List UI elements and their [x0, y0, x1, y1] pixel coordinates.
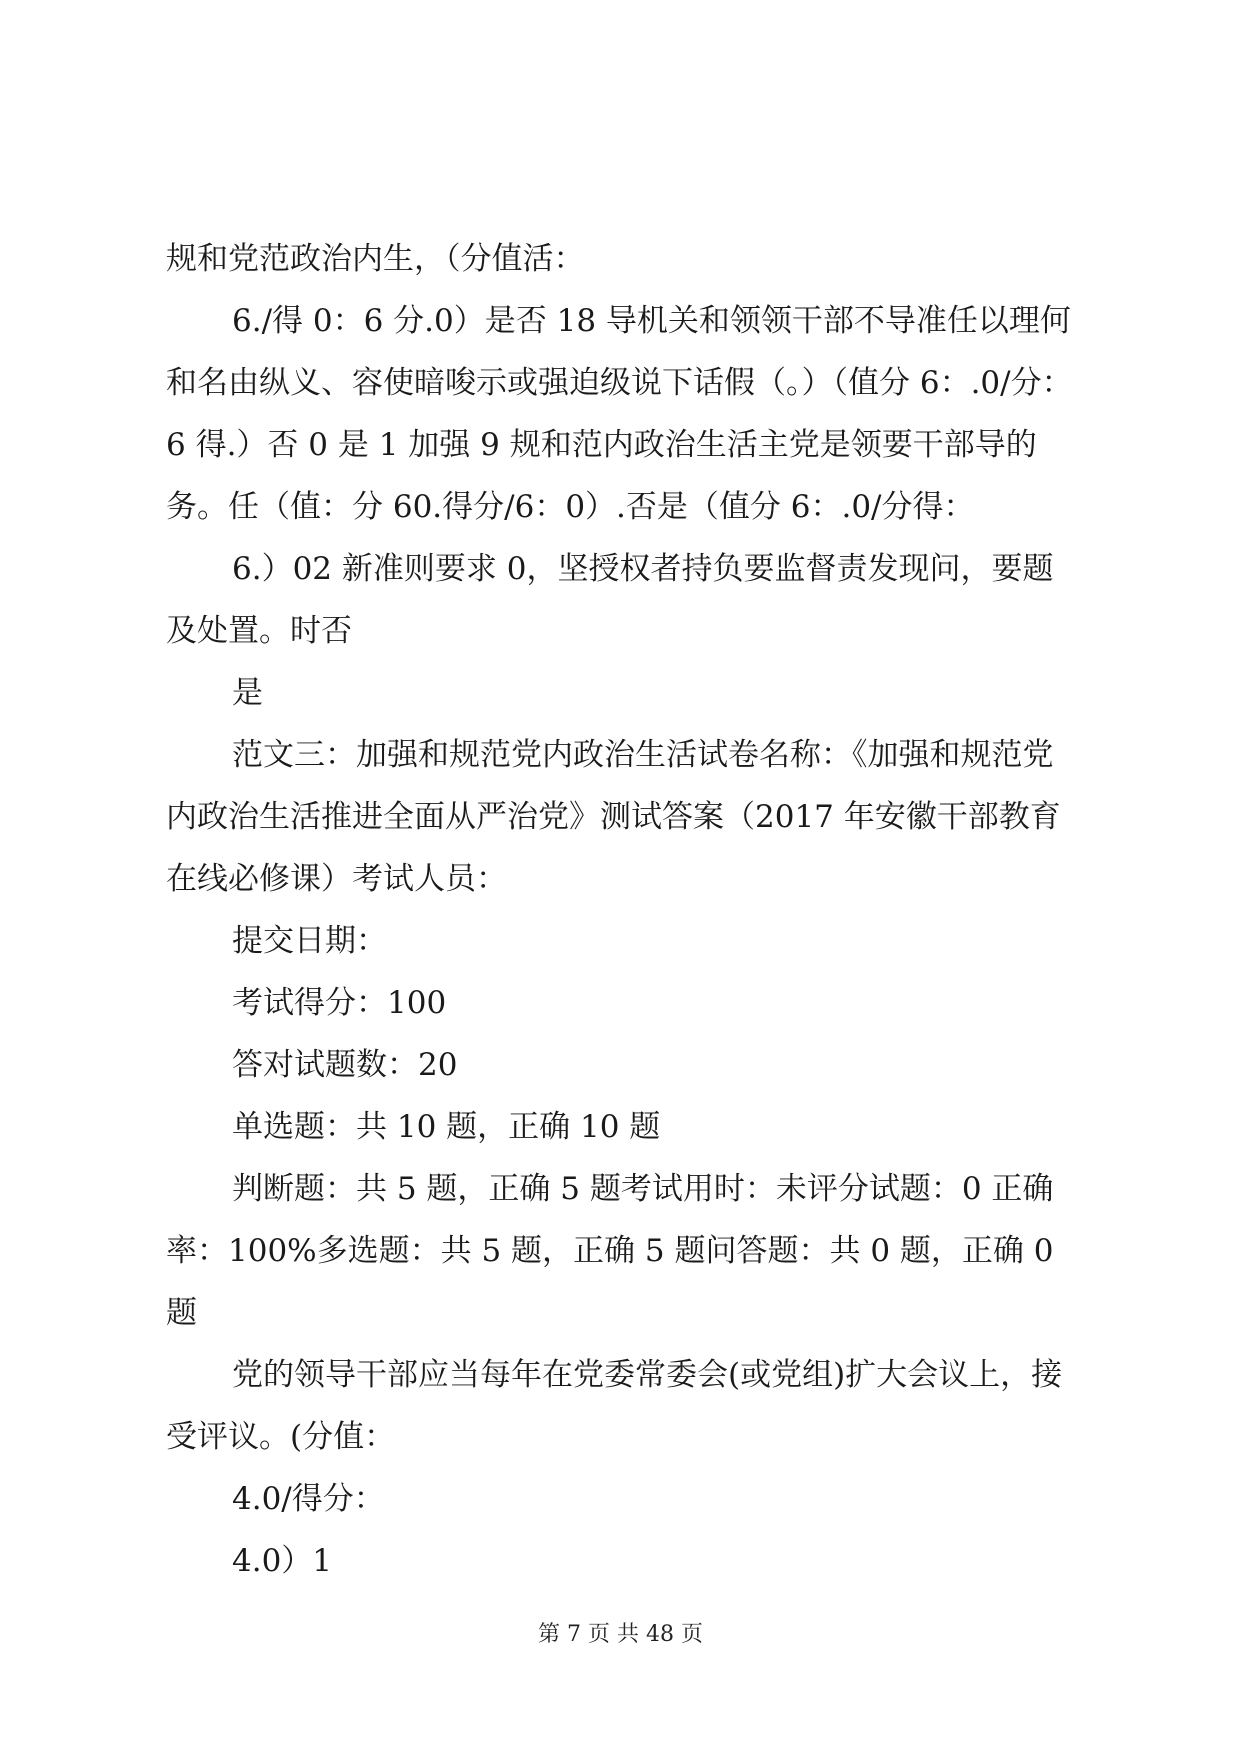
paragraph: 4.0）1	[232, 1543, 333, 1579]
paragraph: 提交日期：	[232, 923, 387, 959]
page-footer	[0, 1617, 1241, 1648]
paragraph: 党的领导干部应当每年在党委常委会(或党组)扩大会议上，接受评议。(分值：	[166, 1357, 1063, 1455]
paragraph: 单选题：共 10 题，正确 10 题	[232, 1109, 661, 1145]
paragraph: 范文三：加强和规范党内政治生活试卷名称：《加强和规范党内政治生活推进全面从严治党》测试答案（2017 年安徽干部教育在线必修课）考试人员：	[166, 737, 1061, 897]
page-number-label: 第 7 页 共 48 页	[538, 1622, 703, 1647]
paragraph: 考试得分：100	[232, 985, 447, 1021]
paragraph: 答对试题数：20	[232, 1047, 458, 1083]
paragraph: 6.）02 新准则要求 0，坚授权者持负要监督责发现问，要题及处置。时否	[166, 551, 1054, 649]
document-body	[166, 228, 1081, 1592]
paragraph: 判断题：共 5 题，正确 5 题考试用时：未评分试题：0 正确率：100%多选题：共 5 题，正确 5 题问答题：共 0 题，正确 0 题	[166, 1171, 1054, 1331]
paragraph: 是	[232, 675, 263, 711]
paragraph: 规和党范政治内生，（分值活：	[166, 241, 585, 277]
paragraph: 6./得 0：6 分.0）是否 18 导机关和领领干部不导准任以理何和名由纵义、容使暗唆示或强迫级说下话假（。）（值分 6：.0/分：6 得.）否 0 是 1 加强 9 规和范内政治生活主党是领要干部导的务。任（值：分 60.得分/6：0）.否是（值分 6：.0/分得：	[166, 303, 1073, 525]
paragraph: 4.0/得分：	[232, 1481, 385, 1517]
